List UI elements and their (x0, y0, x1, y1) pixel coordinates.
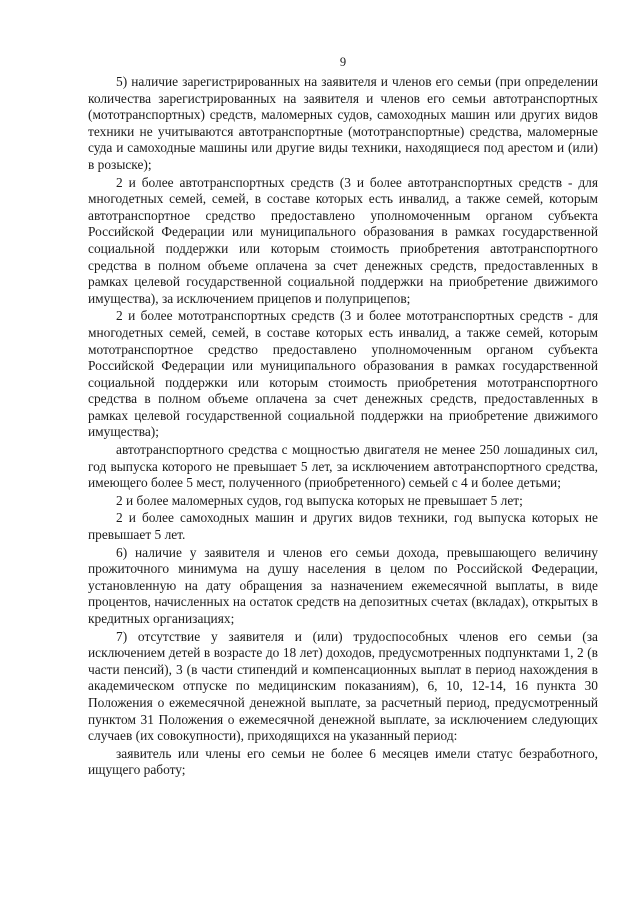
paragraph-engine-power: автотранспортного средства с мощностью двигателя не менее 250 лошадиных сил, год выпуска которого не превышает 5 лет, за исключением автотранспортного средства, имеющего более 5 мест, полученного (приобретенного) семьей с 4 и более детьми; (88, 442, 598, 491)
paragraph-self-propelled: 2 и более самоходных машин и других видов техники, год выпуска которых не превышает 5 лет. (88, 510, 598, 543)
paragraph-auto-vehicles: 2 и более автотранспортных средств (3 и более автотранспортных средств - для многодетных семей, семей, в составе которых есть инвалид, а также семей, которым автотранспортное средство предоставлено уполномоченным органом субъекта Российской Федерации или муниципального образования в рамках государственной социальной поддержки или которым стоимость приобретения автотранспортного средства в полном объеме оплачена за счет денежных средств, предоставленных в рамках целевой государственной социальной поддержки на приобретение движимого имущества), за исключением прицепов и полуприцепов; (88, 174, 598, 306)
paragraph-moto-vehicles: 2 и более мототранспортных средств (3 и более мототранспортных средств - для многодетных семей, семей, в составе которых есть инвалид, а также семей, которым мототранспортное средство предоставлено уполномоченным органом субъекта Российской Федерации или муниципального образования в рамках государственной социальной поддержки или которым стоимость приобретения мототранспортного средства в полном объеме оплачена за счет денежных средств, предоставленных в рамках целевой государственной социальной поддержки на приобретение движимого имущества); (88, 308, 598, 440)
page-number: 9 (339, 55, 347, 69)
document-body (88, 74, 598, 779)
paragraph-item-5: 5) наличие зарегистрированных на заявителя и членов его семьи (при определении количества зарегистрированных на заявителя и членов его семьи автотранспортных (мототранспортных) средств, маломерных судов, самоходных машин или других видов техники не учитываются автотранспортные (мототранспортные) средства, маломерные суда и самоходные машины или другие виды техники, находящиеся под арестом и (или) в розыске); (88, 74, 598, 172)
paragraph-item-6: 6) наличие у заявителя и членов его семьи дохода, превышающего величину прожиточного минимума на душу населения в целом по Российской Федерации, установленную на дату обращения за назначением ежемесячной выплаты, в виде процентов, начисленных на остаток средств на депозитных счетах (вкладах), открытых в кредитных организациях; (88, 544, 598, 626)
paragraph-unemployed: заявитель или члены его семьи не более 6 месяцев имели статус безработного, ищущего работу; (88, 745, 598, 778)
paragraph-item-7: 7) отсутствие у заявителя и (или) трудоспособных членов его семьи (за исключением детей в возрасте до 18 лет) доходов, предусмотренных подпунктами 1, 2 (в части пенсий), 3 (в части стипендий и компенсационных выплат в период нахождения в академическом отпуске по медицинским показаниям), 6, 10, 12-14, 16 пункта 30 Положения о ежемесячной денежной выплате, за расчетный период, предусмотренный пунктом 31 Положения о ежемесячной денежной выплате, за исключением следующих случаев (их совокупности), приходящихся на указанный период: (88, 628, 598, 744)
paragraph-small-vessels: 2 и более маломерных судов, год выпуска которых не превышает 5 лет; (116, 492, 523, 508)
